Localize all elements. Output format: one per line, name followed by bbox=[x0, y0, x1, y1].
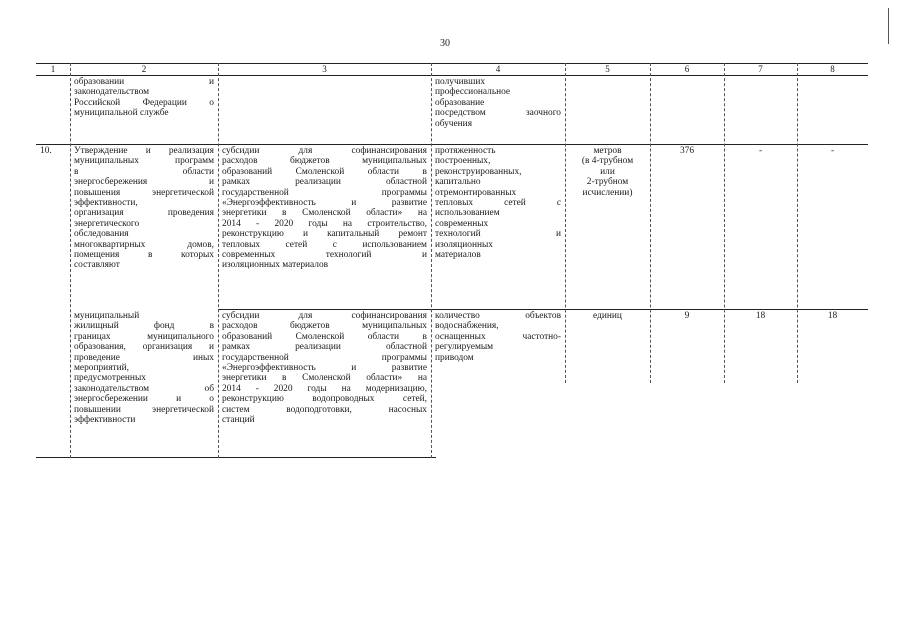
continued-indicator-cell: получивших профессиональное образование посредством заочного обучения bbox=[435, 77, 561, 129]
activity-cell: Утверждение и реализация муниципальных программ в области энергосбережения и повышения энергетической эффективности, организация проведения энергетического обследования многоквартирных домов, помещения в которых составляют bbox=[74, 146, 214, 271]
funding-cell: субсидии для софинансирования расходов бюджетов муниципальных образований Смоленской области в рамках реализации областной государственной программы «Энергоэффективность и развитие энергетики в Смоленской области» на 2014 - 2020 годы на строительство, реконструкцию и капитальный ремонт тепловых сетей с использованием современных технологий и изоляционных материалов bbox=[222, 146, 427, 271]
header-col-8: 8 bbox=[830, 64, 835, 74]
header-col-5: 5 bbox=[605, 64, 610, 74]
header-col-6: 6 bbox=[684, 64, 690, 74]
row-divider bbox=[36, 144, 868, 145]
table-bottom-border bbox=[36, 457, 436, 458]
indicator-cell: количество объектов водоснабжения, оснащенных частотно- регулируемым приводом bbox=[435, 311, 561, 363]
value-col-7: 18 bbox=[755, 311, 766, 321]
column-divider bbox=[724, 63, 725, 383]
header-bottom-border bbox=[36, 75, 868, 76]
header-col-2: 2 bbox=[141, 64, 147, 74]
scan-edge-mark bbox=[888, 8, 889, 44]
header-col-7: 7 bbox=[758, 64, 763, 74]
column-divider bbox=[70, 63, 71, 458]
value-col-8: - bbox=[830, 146, 835, 156]
column-divider bbox=[565, 63, 566, 383]
value-col-6: 376 bbox=[679, 146, 695, 156]
unit-cell: единиц bbox=[593, 311, 622, 321]
value-col-8: 18 bbox=[827, 311, 838, 321]
column-divider bbox=[431, 63, 432, 458]
column-divider bbox=[650, 63, 651, 383]
header-col-1: 1 bbox=[50, 64, 56, 74]
indicator-cell: протяженность построенных, реконструированных, капитально отремонтированных тепловых сетей с использованием современных технологий и изоляционных материалов bbox=[435, 146, 561, 261]
row-number: 10. bbox=[40, 146, 52, 156]
continued-activity-cell: образовании и законодательством Российской Федерации о муниципальной службе bbox=[74, 77, 214, 119]
value-col-7: - bbox=[758, 146, 763, 156]
page-number: 30 bbox=[440, 38, 450, 49]
row-divider bbox=[218, 309, 868, 310]
column-divider bbox=[218, 63, 219, 458]
activity-cell-continued: муниципальный жилищный фонд в границах муниципального образования, организация и проведение иных мероприятий, предусмотренных законодательством об энергосбережении и о повышении энергетической эффективности bbox=[74, 311, 214, 426]
value-col-6: 9 bbox=[684, 311, 690, 321]
column-divider bbox=[797, 63, 798, 383]
unit-cell: метров (в 4-трубном или 2-трубном исчислении) bbox=[581, 146, 634, 198]
funding-cell: субсидии для софинансирования расходов бюджетов муниципальных образований Смоленской области в рамках реализации областной государственной программы «Энергоэффективность и развитие энергетики в Смоленской области» на 2014 - 2020 годы на модернизацию, реконструкцию водопроводных сетей, систем водоподготовки, насосных станций bbox=[222, 311, 427, 426]
header-col-3: 3 bbox=[322, 64, 327, 74]
header-col-4: 4 bbox=[495, 64, 501, 74]
